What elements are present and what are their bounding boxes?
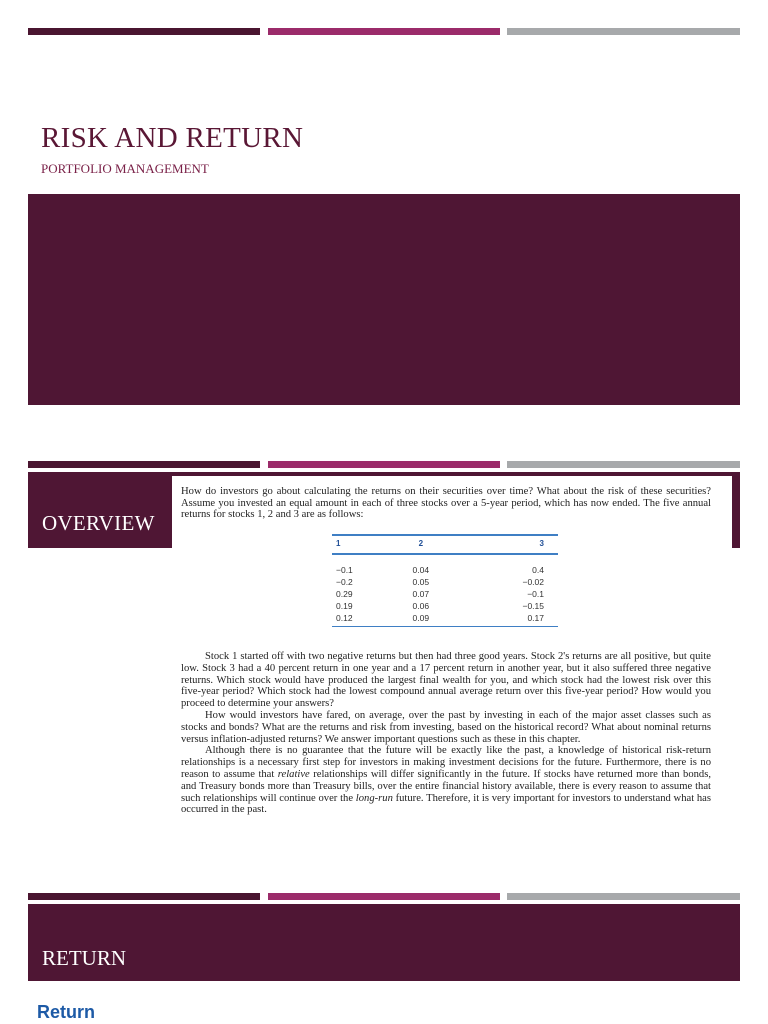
overview-accent-bars — [28, 461, 740, 469]
table-cell: 0.05 — [412, 577, 430, 587]
emphasis-relative: relative — [277, 768, 310, 780]
paragraph-historical-record — [181, 745, 711, 816]
table-cell: 0.12 — [332, 612, 390, 627]
table-cell: −0.1 — [527, 589, 544, 599]
table-row — [332, 600, 558, 612]
table-row — [332, 612, 558, 627]
table-row — [332, 576, 558, 588]
top-accent-bars — [28, 28, 740, 36]
accent-bar-magenta — [268, 28, 500, 35]
intro-paragraph: How do investors go about calculating the returns on their securities over time? What about the risk of these securities? Assume you invested an equal amount in each of three stocks over a 5-year period, which has now ended. The five annual returns for stocks 1, 2 and 3 are as follows: — [181, 486, 711, 521]
accent-bar-gray — [507, 28, 740, 35]
textbook-excerpt — [172, 476, 732, 866]
table-header-row — [332, 535, 558, 554]
paragraph-text: Although there is no guarantee that the future will be exactly like the past, a knowledge of historical risk-return relationships is a necessary first step for investors in making investment decisions for the future. Furthermore, there is no reason to assume that — [181, 745, 711, 780]
table-cell: −0.1 — [336, 565, 353, 575]
return-accent-bars — [28, 893, 740, 901]
table-cell: 0.19 — [336, 601, 353, 611]
table-cell: 0.09 — [390, 612, 447, 627]
table-cell: −0.15 — [522, 601, 544, 611]
accent-bar-gray — [507, 893, 740, 900]
emphasis-long-run: long-run — [355, 792, 393, 804]
column-header: 2 — [390, 535, 447, 554]
table-cell: 0.07 — [412, 589, 430, 599]
table-cell: 0.4 — [532, 565, 544, 575]
table-cell: 0.29 — [336, 589, 353, 599]
paragraph-asset-classes: How would investors have fared, on average, over the past by investing in each of the major asset classes such as stocks and bonds? What are the returns and risk from investing, based on the historical record? What about nominal returns versus inflation-adjusted returns? We answer important questions such as these in this chapter. — [181, 709, 711, 745]
overview-heading: OVERVIEW — [42, 511, 155, 535]
table-cell: −0.2 — [336, 577, 353, 587]
table-row — [332, 554, 558, 576]
table-cell: 0.06 — [412, 601, 430, 611]
return-header-band — [28, 904, 740, 981]
accent-bar-gray — [507, 461, 740, 468]
body-text — [181, 651, 711, 816]
title-banner — [28, 194, 740, 405]
paragraph-text: relationships will differ significantly in the future. If stocks have returned more than bonds, and Treasury bonds more than Treasury bills, over the entire financial history available, there is every reason to assume that such relationships will continue over the — [181, 768, 711, 804]
slide-title: RISK AND RETURN — [41, 122, 304, 154]
return-doc-heading: Return — [37, 1002, 95, 1022]
table-cell: −0.02 — [522, 577, 544, 587]
column-header: 1 — [332, 535, 390, 554]
accent-bar-plum — [28, 893, 260, 900]
table-cell: 0.04 — [412, 565, 430, 575]
accent-bar-magenta — [268, 893, 500, 900]
accent-bar-magenta — [268, 461, 500, 468]
paragraph-stock-analysis: Stock 1 started off with two negative returns but then had three good years. Stock 2's returns are all positive, but quite low. Stock 3 had a 40 percent return in one year and a 17 percent return in another year, but it also suffered three negative returns. Which stock would have produced the largest final wealth for you, and which stock had the lowest risk over this five-year period? Which stock had the lowest compound annual average return over this five-year period? How would you proceed to determine your answers? — [181, 651, 711, 710]
stock-returns-table — [332, 534, 558, 627]
paragraph-text: future. Therefore, it is very important for investors to understand what has occurred in the past. — [181, 792, 712, 816]
column-header: 3 — [448, 535, 558, 554]
table-cell: 0.17 — [448, 612, 558, 627]
return-heading: RETURN — [42, 946, 126, 970]
accent-bar-plum — [28, 28, 260, 35]
accent-bar-plum — [28, 461, 260, 468]
slide-subtitle: PORTFOLIO MANAGEMENT — [41, 161, 209, 176]
table-row — [332, 588, 558, 600]
